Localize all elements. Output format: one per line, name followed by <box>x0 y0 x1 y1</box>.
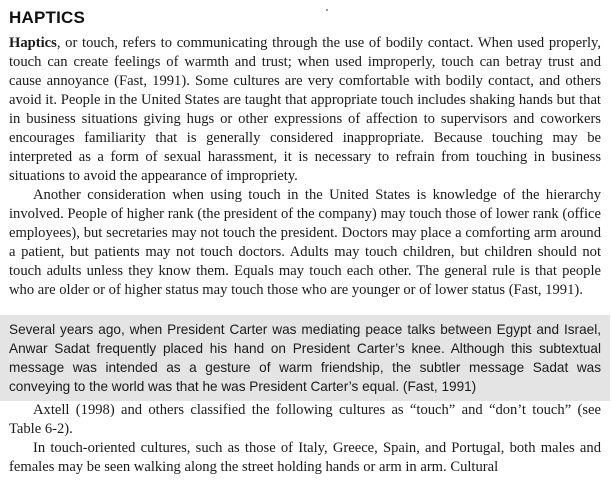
key-term: Haptics <box>9 35 57 51</box>
scan-speck <box>326 9 328 11</box>
paragraph-classification: Axtell (1998) and others classified the following cultures as “touch” and “don’t touch” (see Table 6-2). <box>9 402 601 437</box>
section-heading: HAPTICS <box>9 8 86 27</box>
paragraph-text: , or touch, refers to communicating through the use of bodily contact. When used properly, touch can create feelings of warmth and trust; when used improperly, touch can betray trust and cause annoyance (Fast, 1991). Some cultures are very comfortable with bodily contact, and others avoid it. People in the United States are taught that appropriate touch includes shaking hands but that in business situations giving hugs or other expressions of affection to supervisors and coworkers encourages familiarity that is generally considered inappropriate. Because touching may be interpreted as a form of sexual harassment, it is necessary to refrain from touching in business situations to avoid the appearance of impropriety. <box>9 35 601 184</box>
paragraph-haptics-definition <box>9 34 601 186</box>
paragraph-hierarchy: Another consideration when using touch in the United States is knowledge of the hierarchy involved. People of higher rank (the president of the company) may touch those of lower rank (office employees), but secretaries may not touch the president. Doctors may place a comforting arm around a patient, but patients may not touch doctors. Adults may touch children, but children should not touch adults unless they know them. Equals may touch each other. The general rule is that people who are older or of higher status may touch those who are younger or of lower status (Fast, 1991). <box>9 187 601 298</box>
document-page <box>9 0 601 477</box>
example-callout-box: Several years ago, when President Carter was mediating peace talks between Egypt and Israel, Anwar Sadat frequently placed his hand on President Carter’s knee. Although this subtextual message was intended as a gesture of warm friendship, the subtler message Sadat was conveying to the world was that he was President Carter’s equal. (Fast, 1991) <box>0 315 610 401</box>
paragraph-touch-cultures: In touch-oriented cultures, such as those of Italy, Greece, Spain, and Portugal, both males and females may be seen walking along the street holding hands or arm in arm. Cultural <box>9 440 601 475</box>
